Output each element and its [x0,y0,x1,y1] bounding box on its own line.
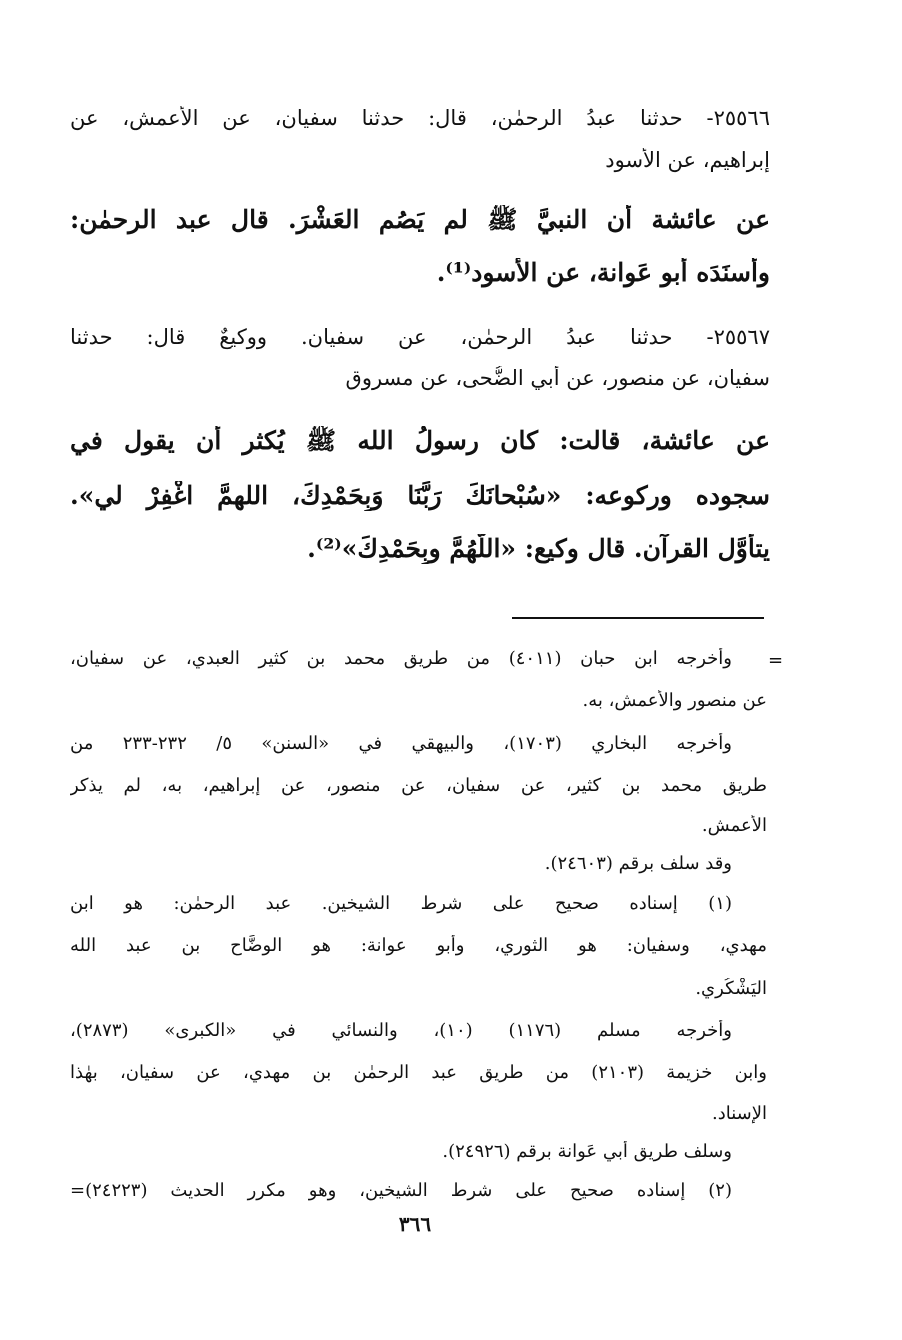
footnote-1-line: (١) إسناده صحيح على شرط الشيخين. عبد الرحمٰن: هو ابن [70,893,732,914]
footnote-1-line: وأخرجه مسلم (١١٧٦) (١٠)، والنسائي في «الكبرى» (٢٨٧٣)، [70,1020,732,1041]
page-number: ٣٦٦ [398,1212,432,1236]
footnote-line: الأعمش. [701,815,767,836]
footnote-line: عن منصور والأعمش، به. [582,690,767,711]
footnote-line: وقد سلف برقم (٢٤٦٠٣). [544,853,732,874]
hadith-25567-matn-line-1: عن عائشة، قالت: كان رسولُ الله ﷺ يُكثر أن يقول في [70,426,770,455]
hadith-25566-matn-line-1: عن عائشة أن النبيَّ ﷺ لم يَصُمِ العَشْرَ. قال عبد الرحمٰن: [70,205,770,234]
footnote-1-line: وسلف طريق أبي عَوانة برقم (٢٤٩٢٦). [442,1141,732,1162]
footnote-1-line: الإسناد. [711,1103,767,1124]
hadith-25567-sanad-line-1: ٢٥٥٦٧- حدثنا عبدُ الرحمٰن، عن سفيان. ووكيعٌ قال: حدثنا [70,325,770,349]
continuation-mark: = [768,650,784,671]
footnote-1-line: اليَشْكُري. [695,978,767,999]
footnote-separator [512,617,764,619]
footnote-line: وأخرجه ابن حبان (٤٠١١) من طريق محمد بن كثير العبدي، عن سفيان، [70,648,732,669]
hadith-25566-sanad-line-1: ٢٥٥٦٦- حدثنا عبدُ الرحمٰن، قال: حدثنا سفيان، عن الأعمش، عن [70,106,770,130]
hadith-25567-sanad-line-2: سفيان، عن منصور، عن أبي الضُّحى، عن مسروق [345,366,770,390]
footnote-2-line: (٢) إسناده صحيح على شرط الشيخين، وهو مكرر الحديث (٢٤٢٢٣)= [70,1180,732,1201]
hadith-25566-matn-line-2: وأسنَدَه أبو عَوانة، عن الأسود⁽¹⁾. [436,258,770,287]
footnote-line: وأخرجه البخاري (١٧٠٣)، والبيهقي في «السنن» ٥/ ٢٣٢-٢٣٣ من [70,733,732,754]
footnote-line: طريق محمد بن كثير، عن سفيان، عن منصور، عن إبراهيم، به، لم يذكر [70,775,767,796]
hadith-25567-matn-line-2: سجوده وركوعه: «سُبْحانَكَ رَبَّنَا وَبِحَمْدِكَ، اللهمَّ اغْفِرْ لي». [70,481,770,510]
hadith-25567-matn-line-3: يتأوَّل القرآن. قال وكيع: «اللَّهُمَّ وبِحَمْدِكَ»⁽²⁾. [307,534,770,563]
hadith-25566-sanad-line-2: إبراهيم، عن الأسود [605,148,770,172]
footnote-1-line: وابن خزيمة (٢١٠٣) من طريق عبد الرحمٰن بن مهدي، عن سفيان، بهٰذا [70,1062,767,1083]
footnote-1-line: مهدي، وسفيان: هو الثوري، وأبو عوانة: هو الوضَّاح بن عبد الله [70,935,767,956]
